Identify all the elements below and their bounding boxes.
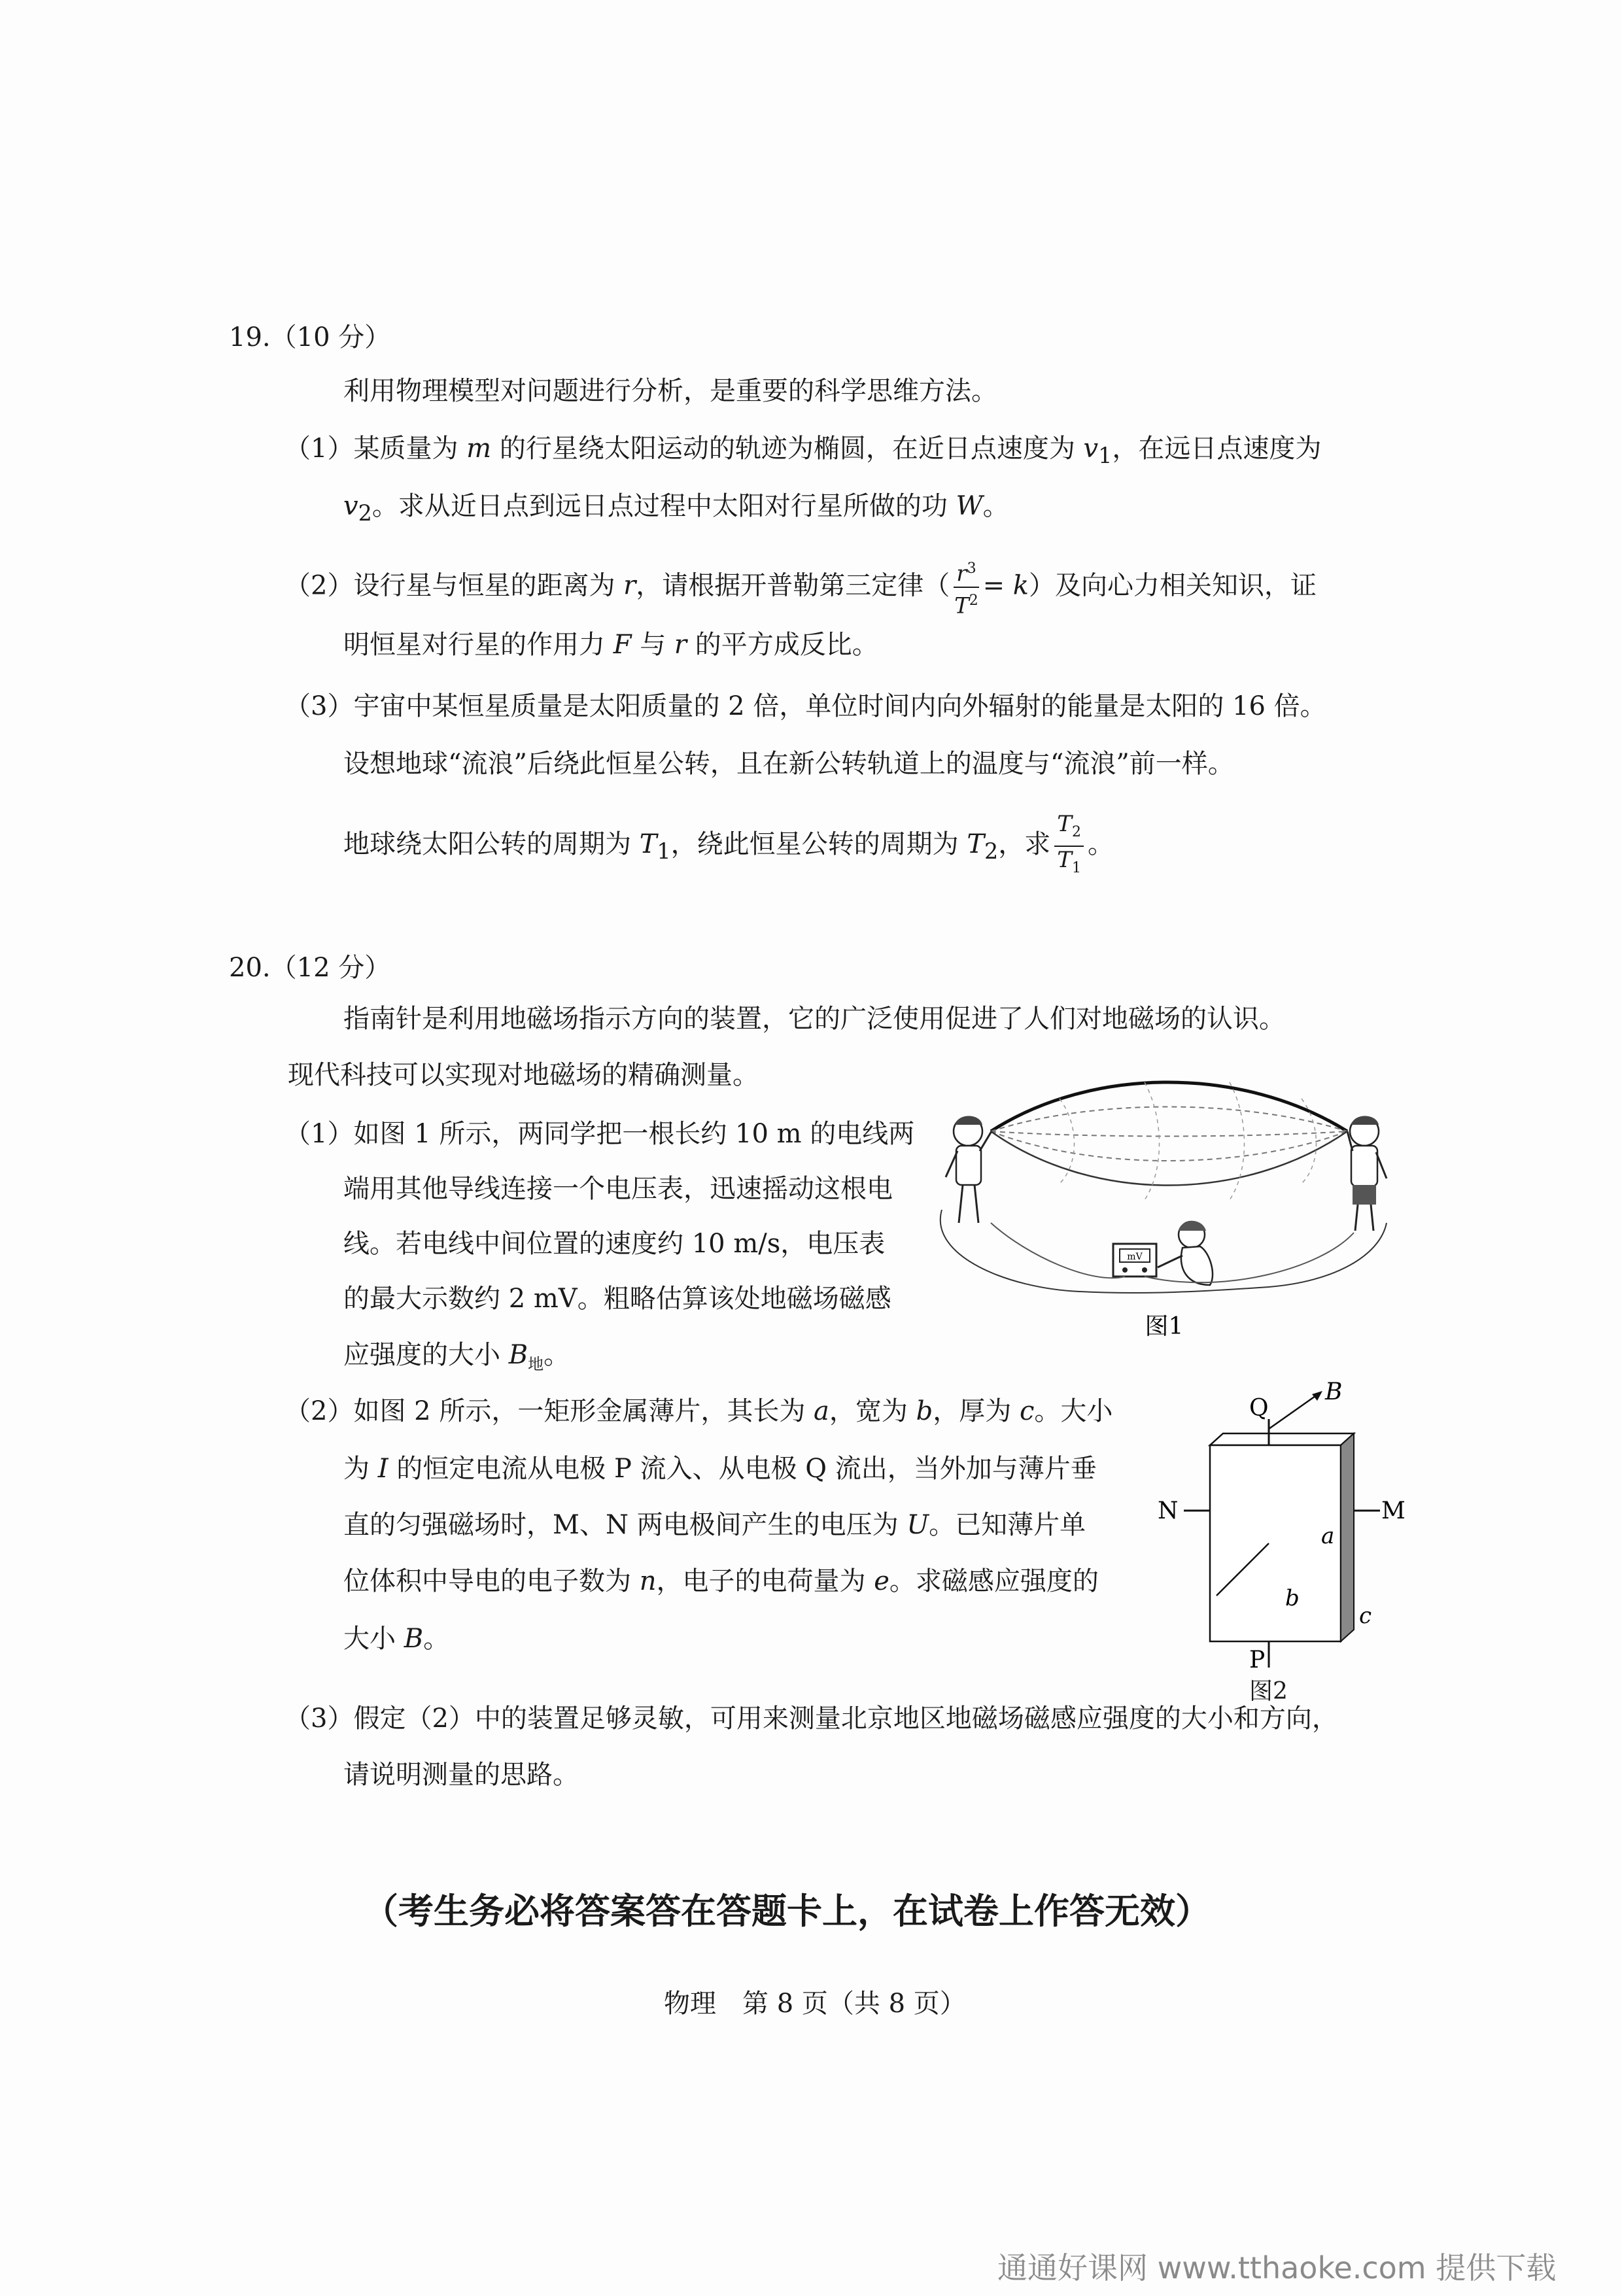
q19-intro: 利用物理模型对问题进行分析，是重要的科学思维方法。 <box>343 376 997 406</box>
q20-part1-label: （1） <box>285 1119 354 1149</box>
q19-part1-text: 。 <box>982 491 1009 521</box>
q19-part1-text: 某质量为 <box>353 434 467 464</box>
wire-arc <box>991 1107 1347 1132</box>
q19-part3-line1 <box>285 689 1326 723</box>
q19-part1-text: 。求从近日点到远日点过程中太阳对行星所做的功 <box>371 491 956 521</box>
q20-part2-line5 <box>343 1622 449 1656</box>
q19-part2-text: ）及向心力相关知识，证 <box>1029 570 1317 601</box>
q20-number: 20. <box>229 953 271 983</box>
q20-part2-text: 位体积中导电的电子数为 <box>343 1566 640 1596</box>
voltmeter-label: mV <box>1127 1252 1143 1262</box>
var-U: U <box>906 1510 929 1540</box>
q19-part2-text: 的平方成反比。 <box>687 630 878 660</box>
q20-part2-text: ，厚为 <box>933 1396 1020 1426</box>
var-m: m <box>466 434 492 464</box>
q20-part2-line3 <box>343 1508 1086 1542</box>
frac-T-sup: 2 <box>969 592 978 609</box>
q19-part2-line1 <box>285 556 1317 619</box>
q20-part1-text: 如图 1 所示，两同学把一根长约 10 m 的电线两 <box>353 1119 915 1149</box>
q20-part1-text: 。 <box>544 1340 570 1370</box>
watermark: 通通好课网 www.tthaoke.com 提供下载 <box>997 2250 1557 2286</box>
q20-part3-line2: 请说明测量的思路。 <box>343 1760 579 1790</box>
q19-part3-line2: 设想地球“流浪”后绕此恒星公转，且在新公转轨道上的温度与“流浪”前一样。 <box>343 749 1234 779</box>
q19-part2-text: ，请根据开普勒第三定律（ <box>636 570 950 601</box>
q20-part2-line2 <box>343 1452 1097 1486</box>
q19-part3-text: 。 <box>1087 829 1114 859</box>
var-F: F <box>613 630 632 660</box>
q20-intro-line2: 现代科技可以实现对地磁场的精确测量。 <box>288 1060 759 1090</box>
field-B-line <box>1269 1393 1320 1429</box>
q19-part3-text: ，求 <box>998 829 1051 859</box>
var-T1: T <box>639 829 657 859</box>
answer-card-notice: （考生务必将答案答在答题卡上，在试卷上作答无效） <box>363 1891 1211 1932</box>
var-e: e <box>874 1566 889 1596</box>
q20-part1-line3: 线。若电线中间位置的速度约 10 m/s，电压表 <box>343 1229 886 1259</box>
ratio-T2: T <box>1057 811 1072 837</box>
figure-1-caption: 图1 <box>1145 1313 1184 1340</box>
student-crouching <box>1158 1221 1213 1285</box>
wire-top <box>991 1082 1347 1131</box>
var-B-earth: B <box>508 1340 528 1370</box>
q19-part3-line3 <box>343 811 1114 882</box>
q20-part3-label: （3） <box>285 1704 354 1734</box>
q20-part2-text: 。已知薄片单 <box>929 1510 1086 1540</box>
period-ratio-fraction <box>1054 811 1084 882</box>
q20-part1-line5 <box>343 1338 570 1381</box>
q20-part1-line2: 端用其他导线连接一个电压表，迅速摇动这根电 <box>343 1174 893 1204</box>
label-a: a <box>1321 1523 1335 1549</box>
q19-number: 19. <box>229 322 271 352</box>
q20-part2-text: 直的匀强磁场时，M、N 两电极间产生的电压为 <box>343 1510 907 1540</box>
q19-part1-line1 <box>285 432 1321 473</box>
var-B: B <box>404 1624 424 1654</box>
var-b: b <box>916 1396 933 1426</box>
var-v1-sub: 1 <box>1098 443 1113 468</box>
ratio-T1-sub: 1 <box>1071 859 1081 876</box>
kepler-fraction <box>954 556 978 619</box>
q20-part2-text: 。 <box>423 1624 450 1654</box>
var-n: n <box>639 1566 657 1596</box>
label-N: N <box>1158 1498 1179 1524</box>
q20-part2-text: 的恒定电流从电极 P 流入、从电极 Q 流出，当外加与薄片垂 <box>388 1454 1097 1484</box>
var-T1-sub: 1 <box>657 838 671 864</box>
q20-score: （12 分） <box>270 953 391 983</box>
var-r: r <box>674 630 687 660</box>
var-c: c <box>1019 1396 1035 1426</box>
sweep-guide <box>1230 1082 1245 1200</box>
q20-part3-line1 <box>285 1702 1338 1736</box>
figure-2-caption: 图2 <box>1249 1678 1288 1705</box>
var-I: I <box>377 1454 388 1484</box>
q20-part2-text: 如图 2 所示，一矩形金属薄片，其长为 <box>353 1396 814 1426</box>
sweep-guide <box>1145 1082 1160 1200</box>
frac-T: T <box>954 592 969 619</box>
q20-part2-text: ，电子的电荷量为 <box>656 1566 874 1596</box>
q20-part2-label: （2） <box>285 1396 354 1426</box>
kepler-eq: = k <box>982 570 1029 601</box>
q19-part2-text: 设行星与恒星的距离为 <box>353 570 624 601</box>
q19-part3-text: 宇宙中某恒星质量是太阳质量的 2 倍，单位时间内向外辐射的能量是太阳的 16 倍。 <box>353 691 1326 721</box>
lead-wire <box>991 1223 1125 1278</box>
voltmeter <box>1113 1244 1156 1277</box>
student-right <box>1347 1116 1387 1231</box>
q19-part2-text: 明恒星对行星的作用力 <box>343 630 613 660</box>
q19-part3-text: 地球绕太阳公转的周期为 <box>343 829 640 859</box>
q19-part2-label: （2） <box>285 570 354 601</box>
figure-2 <box>1151 1380 1413 1668</box>
q20-part2-text: 为 <box>343 1454 378 1484</box>
var-T2: T <box>967 829 985 859</box>
frac-r: r <box>956 560 967 587</box>
ratio-T1: T <box>1057 846 1072 873</box>
var-T2-sub: 2 <box>984 838 999 864</box>
q19-part3-text: ，绕此恒星公转的周期为 <box>670 829 967 859</box>
label-b: b <box>1285 1585 1300 1611</box>
var-r: r <box>623 570 636 601</box>
var-v2-sub: 2 <box>358 500 372 526</box>
q20-part2-text: 。求磁感应强度的 <box>889 1566 1099 1596</box>
field-B-arrow-icon <box>1312 1391 1322 1401</box>
plate-top-face <box>1210 1433 1354 1445</box>
q20-part2-text: ，宽为 <box>829 1396 916 1426</box>
page-footer: 物理 第 8 页（共 8 页） <box>664 1989 966 2019</box>
wire-bottom <box>991 1131 1347 1186</box>
q19-score: （10 分） <box>270 322 391 352</box>
q19-part1-label: （1） <box>285 434 354 464</box>
var-W: W <box>956 491 983 521</box>
q20-part2-line4 <box>343 1564 1099 1598</box>
q19-header <box>229 317 390 354</box>
var-a: a <box>814 1396 829 1426</box>
q19-part2-text: 与 <box>631 630 674 660</box>
q20-part2-text: 。大小 <box>1034 1396 1113 1426</box>
var-v2: v <box>343 491 358 521</box>
q20-part1-line1 <box>285 1117 914 1151</box>
ratio-T2-sub: 2 <box>1071 823 1081 840</box>
label-Q: Q <box>1249 1395 1269 1422</box>
q20-header <box>229 947 390 984</box>
label-B: B <box>1325 1380 1343 1405</box>
q19-part2-line2 <box>343 628 878 662</box>
q20-part1-text: 应强度的大小 <box>343 1340 509 1370</box>
q19-part1-line2 <box>343 489 1009 530</box>
q19-part1-text: 的行星绕太阳运动的轨迹为椭圆，在近日点速度为 <box>491 434 1084 464</box>
q20-intro-line1: 指南针是利用地磁场指示方向的装置，它的广泛使用促进了人们对地磁场的认识。 <box>343 1004 1285 1034</box>
q20-part3-text: 假定（2）中的装置足够灵敏，可用来测量北京地区地磁场磁感应强度的大小和方向， <box>353 1704 1338 1734</box>
label-M: M <box>1381 1498 1406 1524</box>
q20-part2-text: 大小 <box>343 1624 404 1654</box>
var-v1: v <box>1083 434 1099 464</box>
q20-part2-line1 <box>285 1394 1113 1428</box>
label-c: c <box>1359 1603 1372 1629</box>
q19-part1-text: ，在远日点速度为 <box>1112 434 1322 464</box>
frac-r-sup: 3 <box>967 560 976 577</box>
figure-1 <box>929 1059 1400 1360</box>
label-P: P <box>1249 1647 1266 1668</box>
student-left <box>946 1116 992 1224</box>
var-B-earth-sub: 地 <box>528 1355 544 1373</box>
wire-arc <box>991 1131 1347 1137</box>
q19-part3-label: （3） <box>285 691 354 721</box>
plate-side-face <box>1341 1433 1354 1641</box>
q20-part1-line4: 的最大示数约 2 mV。粗略估算该处地磁场磁感 <box>343 1284 891 1314</box>
